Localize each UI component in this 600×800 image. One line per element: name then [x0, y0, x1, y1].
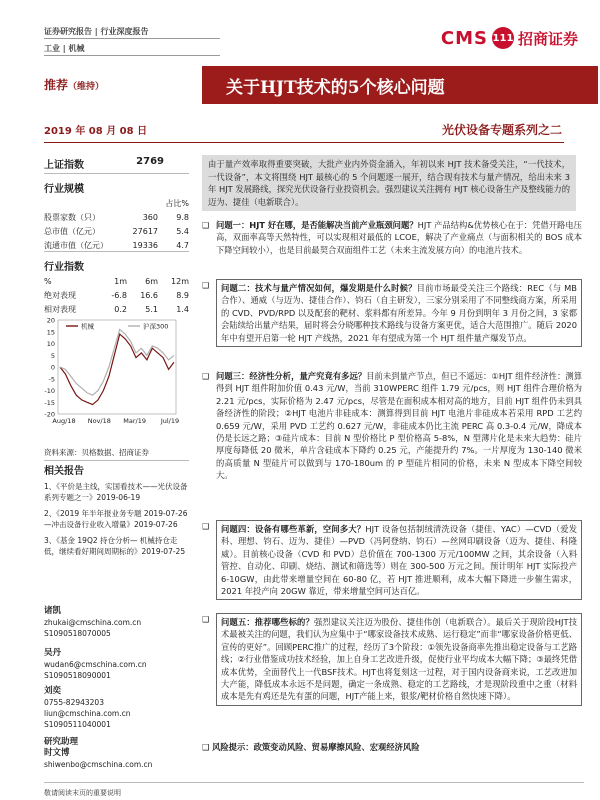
analyst-name: 吴丹 — [44, 648, 62, 658]
perf-header: 6m — [145, 277, 158, 286]
report-title — [202, 66, 598, 104]
report-title-text: 关于HJT技术的5个核心问题 — [226, 77, 445, 98]
legend-label: 机械 — [81, 322, 94, 331]
series-line — [60, 329, 174, 395]
analyst-cert: S1090511040001 — [44, 720, 111, 729]
perf-value: 16.6 — [140, 291, 158, 300]
logo-cms-text: CMS — [440, 27, 488, 49]
square-bullet-icon: ❑ — [202, 221, 210, 230]
analyst-email[interactable]: liun@cmschina.com.cn — [44, 709, 131, 718]
logo-company-name: 招商证券 — [517, 29, 578, 48]
divider — [44, 173, 189, 174]
chart-source: 资料来源：贝格数据、招商证券 — [44, 448, 149, 457]
index-value: 2769 — [136, 156, 164, 167]
summary-box: 由于量产效率取得重要突破，大批产业内外资金涌入，年初以来 HJT 技术备受关注，“一代技术，一代设备”，本文将围绕 HJT 最核心的 5 个问题逐一展开，结合现有技术与量产情况，给出未来 3 年 HJT 发展路线，探究光伏设备行业投资机会。强烈建议关注拥有 HJT 核心设备生产及整线能力的迈为、捷佳（电新联合）。 — [202, 155, 576, 211]
question-body: 目前市场最受关注三个路线：REC（与 MB 合作）、通威（与迈为、捷佳合作）、钧石（自主研发），三家分别采用了不同整线商方案，所采用的 CVD、PVD/RPD 以及配套的靶材、浆料都有所差异。今年 9 月份到明年 3 月份之间，3 家都会陆续给出量产结果，届时将会分晓哪种技术路线与设备方案更优，适合大范围推广。随后 2020 年中有望开启第一轮 HJT 产线热，2021 年有望成为第一个 HJT 组件量产爆发节点。 — [221, 283, 577, 343]
row-value: 27617 — [132, 227, 158, 236]
question-block — [202, 219, 582, 256]
y-tick-label: 5 — [50, 351, 55, 360]
related-report-item[interactable]: 3、《基金 19Q2 持仓分析— 机械持仓走低，继续看好期间周期标的》2019-07-25 — [44, 535, 186, 556]
row-value: 360 — [142, 213, 158, 222]
perf-value: -6.8 — [111, 291, 127, 300]
analyst-block — [44, 606, 141, 639]
square-bullet-icon: ❑ — [202, 522, 210, 531]
series-line — [60, 334, 174, 405]
question-body: 强烈建议关注迈为股份、捷佳伟创（电新联合）。最后关于现阶段HJT技术最被关注的问题，我们认为应集中于“哪家设备技术成熟、运行稳定”而非“哪家设备价格更低、宣传的更好”。回顾PERC推广的过程，经历了3个阶段：①领先设备商率先推出稳定设备与工艺路线；②行业借鉴成功技术经验，加上自身工艺改进升级，促使行业平均成本大幅下降；③最终凭借成本优势，全面替代上一代BSF技术。HJT也将复刻这一过程，对于国内设备商来说，工艺改进加大产能，降低成本永远不是问题，确定一条成熟、稳定的工艺路线，才是现阶段重中之重（材料成本是先有鸡还是先有蛋的问题，HJT产能上来，银浆/靶材价格自然快速下降）。 — [221, 617, 577, 702]
perf-value: 5.1 — [145, 305, 158, 314]
perf-header: 1m — [114, 277, 127, 286]
analyst-block — [44, 737, 152, 770]
header-divider — [44, 55, 220, 56]
footer-divider — [44, 782, 584, 783]
y-tick-label: -15 — [44, 398, 55, 407]
perf-header: % — [44, 277, 52, 286]
row-pct: 5.4 — [176, 227, 189, 236]
question-body: HJT 产品结构&优势核心在于：凭借开路电压高，双面率高等天然特性，可以实现相对最低的 LCOE，解决了产业痛点（与面积相关的 BOS 成本下降空间较小），也是目前最契合双面组件工艺（未来主流发展方向）的电池片技术。 — [216, 220, 582, 255]
row-label: 总市值（亿元） — [44, 227, 100, 236]
analyst-cert: S1090518070005 — [44, 629, 111, 638]
analyst-email[interactable]: zhukai@cmschina.com.cn — [44, 618, 142, 627]
assistant-label: 研究助理 — [44, 737, 79, 747]
perf-value: 1.4 — [176, 305, 189, 314]
question-block — [202, 279, 582, 347]
analyst-block — [44, 686, 130, 730]
industry-size-row — [44, 225, 189, 239]
perf-value: 0.2 — [114, 305, 127, 314]
logo-badge-icon: 111 — [492, 27, 514, 49]
perf-row — [44, 289, 189, 303]
related-report-item[interactable]: 2、《2019 年半年报业务专题 2019-07-26 —冲击设备行业收入增量》2019-07-26 — [44, 508, 188, 529]
industry-size-title: 行业规模 — [44, 184, 84, 195]
x-tick-label: Mar/19 — [123, 417, 147, 425]
industry-size-row — [44, 211, 189, 225]
row-label: 流通市值（亿元） — [44, 241, 108, 250]
title-divider — [44, 142, 564, 143]
square-bullet-icon: ❑ — [202, 281, 210, 290]
y-tick-label: -5 — [48, 375, 55, 384]
header-industry: 工业 | 机械 — [44, 44, 85, 53]
industry-perf-title: 行业指数 — [44, 262, 84, 273]
risk-body: 政策变动风险、贸易摩擦风险、宏观经济风险 — [253, 742, 420, 752]
related-reports — [44, 466, 192, 562]
x-tick-label: Jul/19 — [160, 417, 180, 425]
related-title: 相关报告 — [44, 466, 84, 477]
perf-label: 相对表现 — [44, 305, 76, 314]
related-report-item[interactable]: 1、《平价是主线，实国看技术——光伏设备系列专题之一》2019-06-19 — [44, 481, 188, 502]
industry-index-chart — [36, 308, 192, 430]
rating-main: 推荐 — [44, 78, 69, 92]
analyst-name: 刘奕 — [44, 686, 62, 696]
footer-note: 敬请阅读末页的重要说明 — [44, 789, 121, 797]
y-tick-label: 15 — [46, 328, 55, 337]
row-label: 股票家数（只） — [44, 213, 100, 222]
row-pct: 4.7 — [176, 241, 189, 250]
row-pct: 9.8 — [176, 213, 189, 222]
rating-sub: （维持） — [68, 82, 105, 92]
analyst-name: 诸凯 — [44, 606, 62, 616]
header-report-type: 证券研究报告 | 行业深度报告 — [44, 27, 149, 36]
question-heading: 问题三：经济性分析，量产究竟有多远？ — [216, 371, 367, 381]
divider — [44, 460, 189, 461]
risk-note — [202, 741, 420, 753]
question-block — [202, 520, 582, 600]
analyst-name: 时文博 — [44, 748, 70, 758]
y-tick-label: 20 — [46, 316, 55, 325]
perf-label: 绝对表现 — [44, 291, 76, 300]
analyst-phone: 0755-82943203 — [44, 698, 104, 707]
cms-logo — [441, 26, 578, 50]
legend-label: 沪深300 — [143, 322, 169, 331]
perf-header: 12m — [171, 277, 189, 286]
industry-size-header — [44, 197, 189, 211]
question-body: 目前未到量产节点，但已不遥远：①HJT 组件经济性：测算得到 HJT 组件附加价值 0.43 元/W，当前 310WPERC 组件 1.79 元/pcs，则 HJT 组件合理价格为 2.21 元/pcs，实际价格为 2.47 元/pcs，尽管是在面积成本相对高的地方，目前 HJT 组件仍未到具备经济性的阶段；②HJT 电池片非硅成本：测算得到目前 HJT 电池片非硅成本若采用 RPD 工艺约 0.659 元/W，采用 PVD 工艺约 0.627 元/W，非硅成本仍比主流 PERC 高 0.3-0.4 元/W，降成本仍是长远之路；③硅片成本：目前 N 型价格比 P 型价格高 5-8%，N 型薄片化是未来大趋势：硅片厚度每降低 20 微米，单片含硅成本下降约 0.25 元，产能提升约 7%。一片厚度为 130-140 微米的高质量 N 型硅片可以做到与 170-180um 的 P 型硅片相同的价格，未来 N 型成本下降空间较大。 — [216, 371, 582, 481]
question-block — [202, 613, 582, 706]
question-heading: 问题二：技术与量产情况如何，爆发期是什么时候？ — [221, 283, 417, 293]
index-label: 上证指数 — [44, 160, 84, 171]
question-heading: 问题五：推荐哪些标的？ — [221, 617, 314, 627]
square-bullet-icon: ❑ — [202, 615, 210, 624]
y-tick-label: 10 — [46, 340, 55, 348]
chart-frame — [58, 320, 176, 414]
y-tick-label: -20 — [44, 410, 55, 419]
report-date: 2019 年 08 月 08 日 — [44, 126, 148, 137]
pct-header: 占比% — [165, 199, 189, 208]
perf-value: 8.9 — [176, 291, 189, 300]
risk-heading: 风险提示： — [212, 742, 254, 752]
square-bullet-icon: ❑ — [202, 742, 213, 752]
question-block — [202, 370, 582, 482]
x-tick-label: Aug/18 — [52, 417, 76, 425]
x-tick-label: Nov/18 — [87, 417, 111, 425]
analyst-email[interactable]: shiwenbo@cmschina.com.cn — [44, 760, 153, 769]
analyst-cert: S1090518090001 — [44, 671, 111, 680]
y-tick-label: 0 — [50, 363, 55, 372]
square-bullet-icon: ❑ — [202, 372, 210, 381]
y-tick-label: -10 — [44, 387, 55, 395]
question-heading: 问题四：设备有哪些革新，空间多大？ — [221, 524, 366, 534]
industry-size — [44, 180, 189, 253]
perf-header-row — [44, 275, 189, 289]
row-value: 19336 — [132, 241, 158, 250]
question-heading: 问题一：HJT 好在哪，是否能解决当前产业瓶颈问题？ — [216, 220, 418, 230]
divider — [44, 251, 189, 252]
index-row — [44, 156, 164, 171]
rating — [44, 76, 104, 93]
series-title: 光伏设备专题系列之二 — [441, 123, 562, 137]
analyst-block — [44, 648, 147, 681]
analyst-email[interactable]: wudan6@cmschina.com.cn — [44, 660, 147, 669]
header-divider — [44, 38, 220, 39]
question-body: HJT 设备包括制绒清洗设备（捷佳、YAC）—CVD（爱发科、理想、钧石、迈为、捷佳）—PVD（冯阿登纳、钧石）—丝网印刷设备（迈为、捷佳、科隆威）。目前核心设备（CVD 和 PVD）总价值在 700-1300 万元/100MW 之间，其余设备（入料管控、自动化、印刷、烧结、测试和筛选等）则在 300-500 万元之间。预计明年 HJT 实际投产 6-10GW，由此带来增量空间在 60-80 亿，若 HJT 推进顺利，成本大幅下降进一步催生需求，2021 年投产向 20GW 靠近，带来增量空间可达百亿。 — [221, 524, 577, 597]
